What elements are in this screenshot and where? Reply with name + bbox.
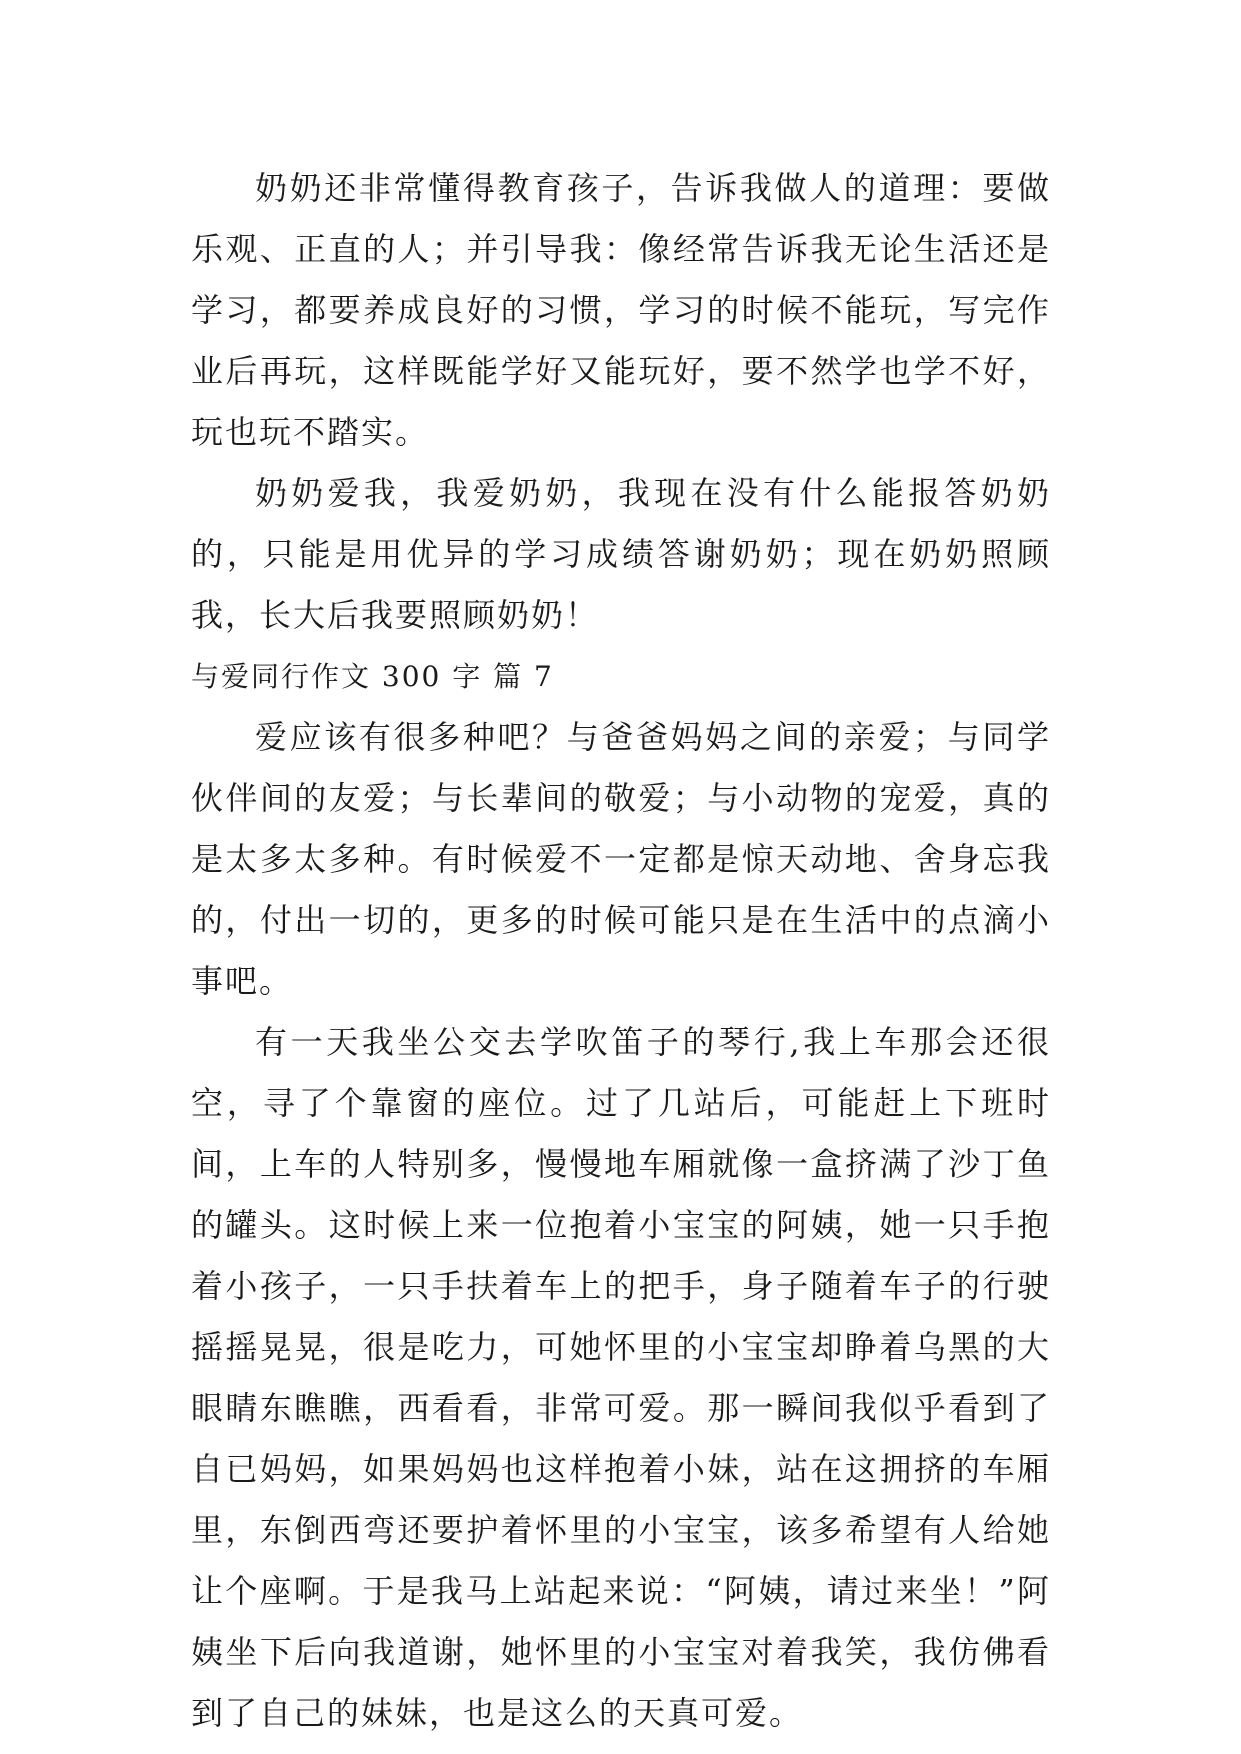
paragraph-kinds-of-love: 爱应该有很多种吧？与爸爸妈妈之间的亲爱；与同学伙伴间的友爱；与长辈间的敬爱；与小动物的宠爱，真的是太多太多种。有时候爱不一定都是惊天动地、舍身忘我的，付出一切的，更多的时候可能只是在生活中的点滴小事吧。 (191, 718, 1051, 1000)
section-heading: 与爱同行作文 300 字 篇 7 (191, 660, 554, 693)
paragraph-grandma-love: 奶奶爱我，我爱奶奶，我现在没有什么能报答奶奶的，只能是用优异的学习成绩答谢奶奶；现在奶奶照顾我，长大后我要照顾奶奶！ (191, 474, 1051, 634)
paragraph-bus-story: 有一天我坐公交去学吹笛子的琴行,我上车那会还很空，寻了个靠窗的座位。过了几站后，可能赶上下班时间，上车的人特别多，慢慢地车厢就像一盒挤满了沙丁鱼的罐头。这时候上来一位抱着小宝宝的阿姨，她一只手抱着小孩子，一只手扶着车上的把手，身子随着车子的行驶摇摇晃晃，很是吃力，可她怀里的小宝宝却睁着乌黑的大眼睛东瞧瞧，西看看，非常可爱。那一瞬间我似乎看到了自已妈妈，如果妈妈也这样抱着小妹，站在这拥挤的车厢里，东倒西弯还要护着怀里的小宝宝，该多希望有人给她让个座啊。于是我马上站起来说：“阿姨，请过来坐！”阿姨坐下后向我道谢，她怀里的小宝宝对着我笑，我仿佛看到了自己的妹妹，也是这么的天真可爱。 (191, 1023, 1051, 1732)
paragraph-grandma-teaching: 奶奶还非常懂得教育孩子，告诉我做人的道理：要做乐观、正直的人；并引导我：像经常告诉我无论生活还是学习，都要养成良好的习惯，学习的时候不能玩，写完作业后再玩，这样既能学好又能玩好，要不然学也学不好，玩也玩不踏实。 (191, 169, 1051, 451)
document-body (191, 158, 1051, 1744)
